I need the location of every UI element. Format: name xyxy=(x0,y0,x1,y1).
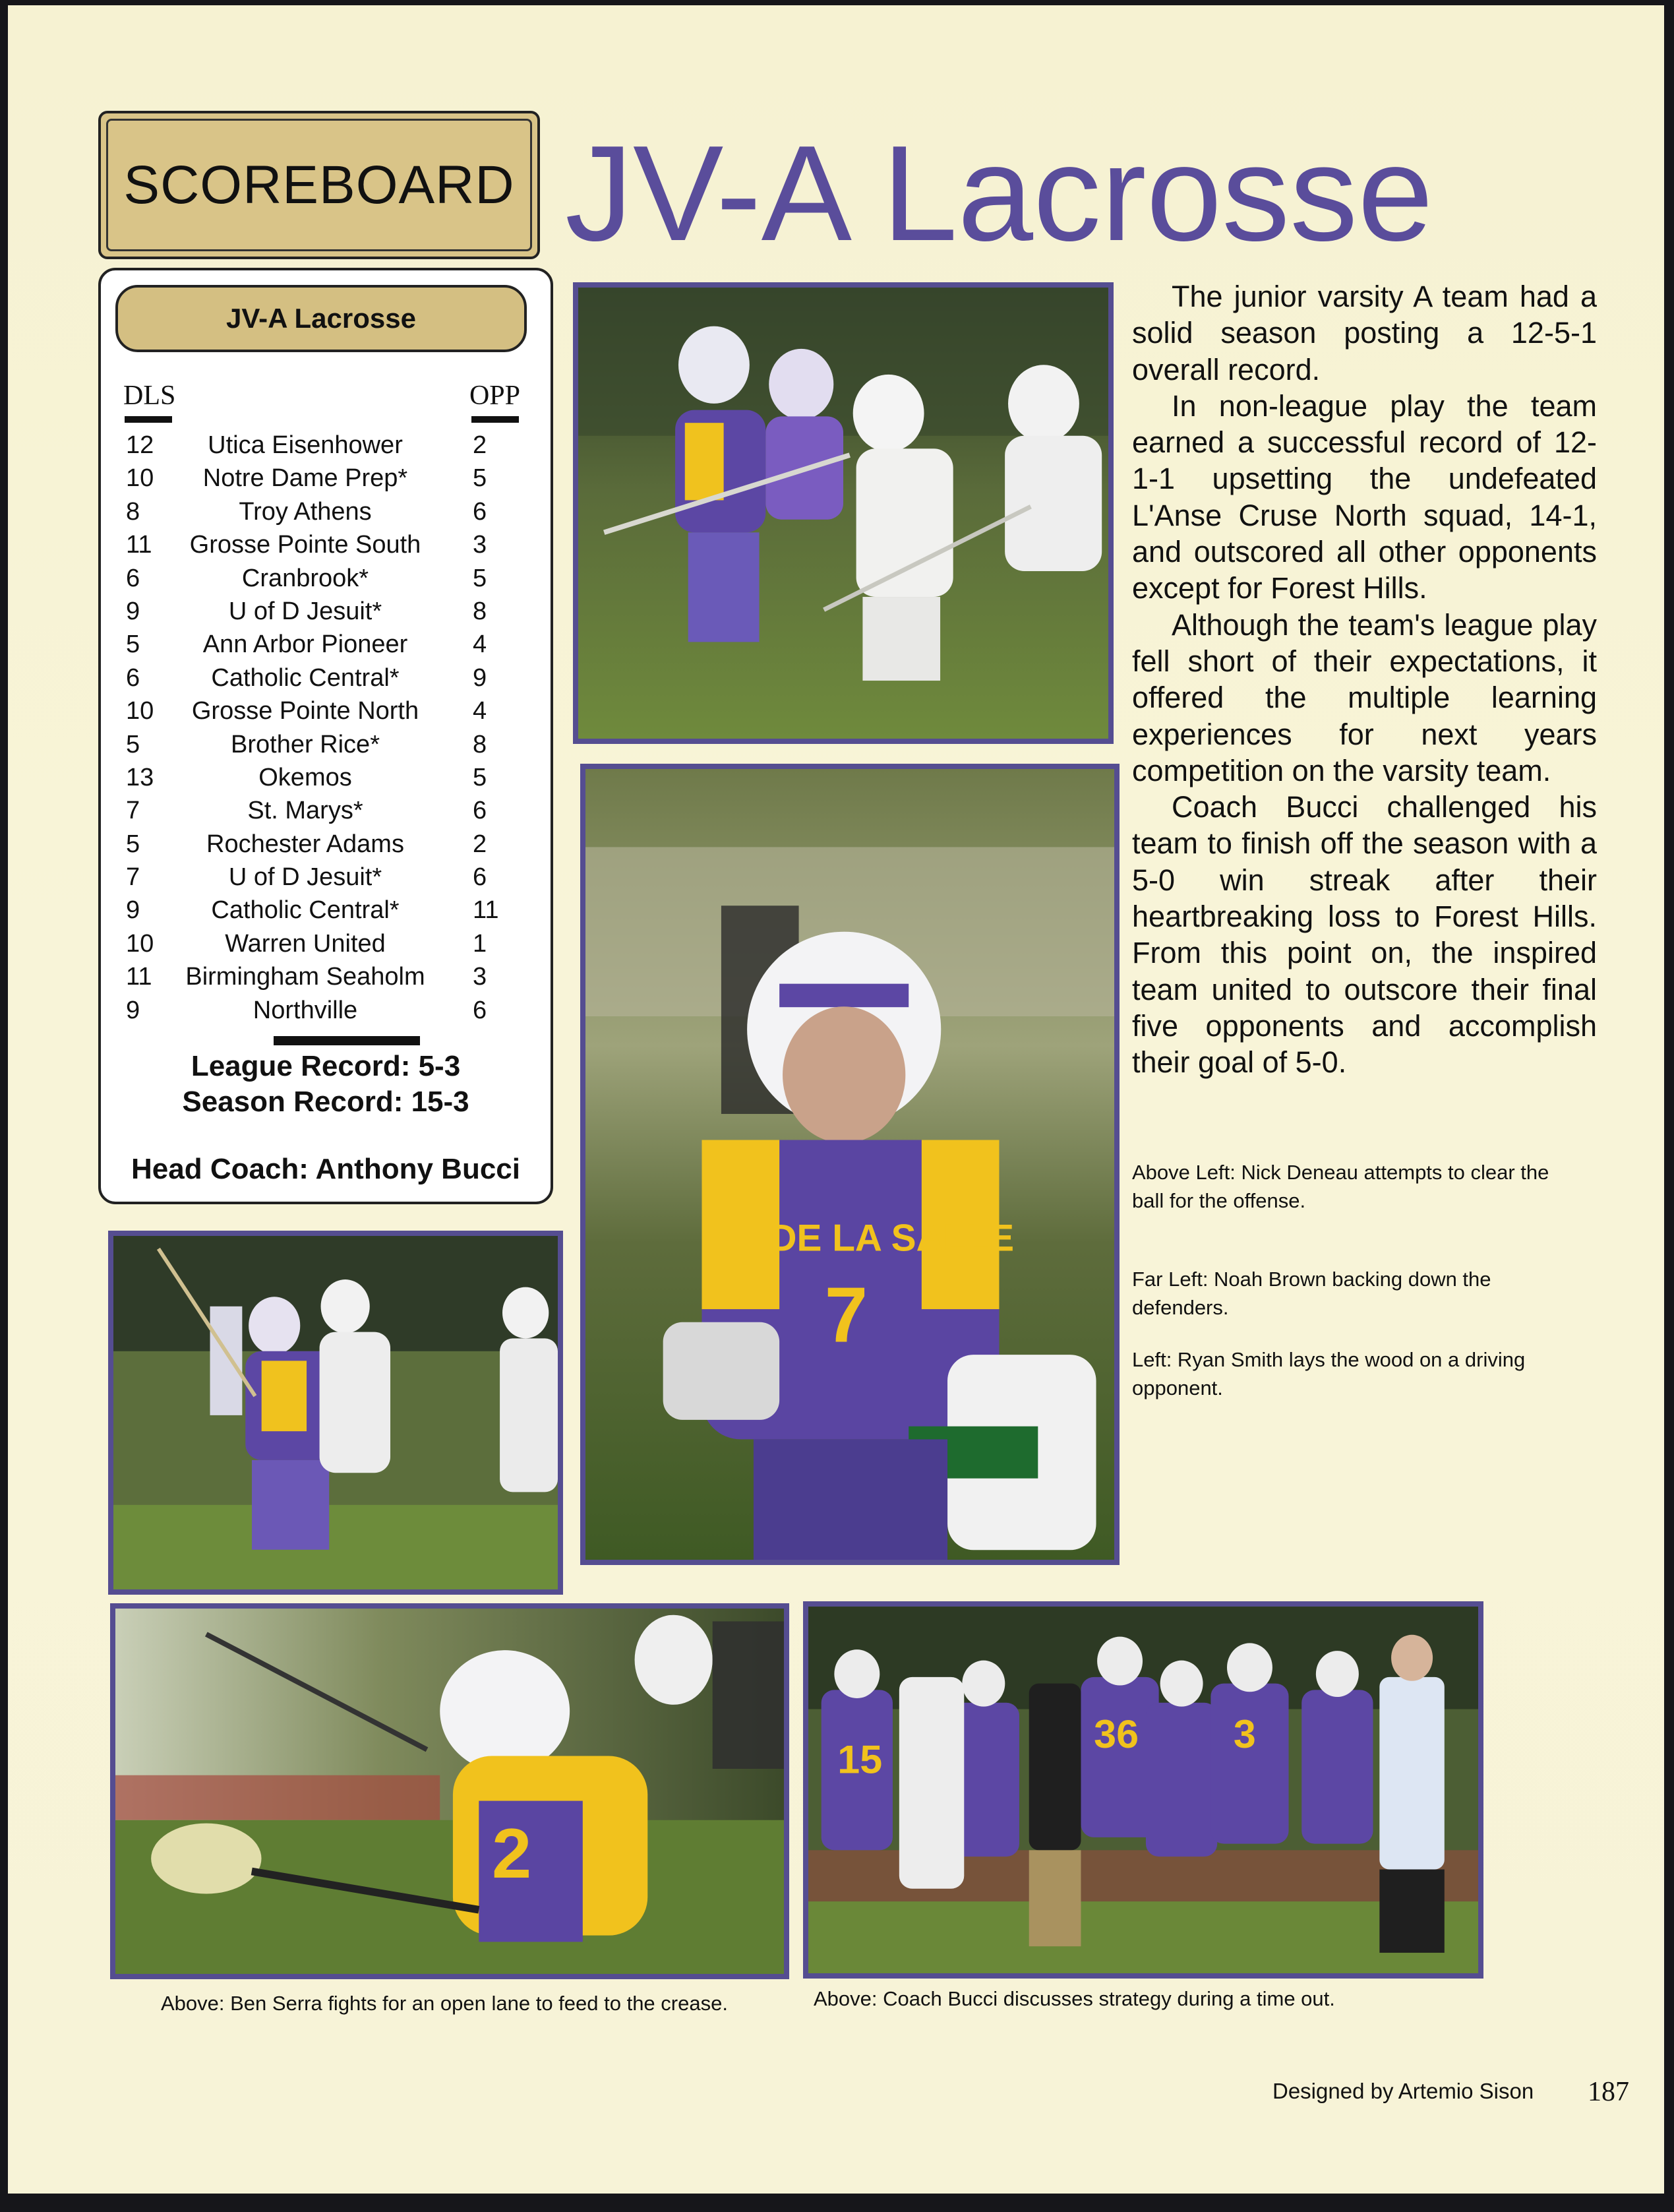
game-row xyxy=(101,562,551,595)
caption-above-left: Above Left: Nick Deneau attempts to clear the ball for the offense. xyxy=(1132,1161,1549,1212)
game-opponent: Catholic Central* xyxy=(211,896,400,925)
game-opponent: U of D Jesuit* xyxy=(228,863,382,892)
game-opp-score: 3 xyxy=(473,963,487,991)
game-opponent: Okemos xyxy=(258,763,352,791)
page-number: 187 xyxy=(1588,2077,1629,2107)
game-dls-score: 11 xyxy=(126,963,152,991)
opp-header-underline xyxy=(471,416,519,423)
photo-ben-serra-open-lane xyxy=(110,1603,789,1979)
scoreboard-box xyxy=(98,268,553,1204)
game-opponent: Birmingham Seaholm xyxy=(185,963,425,991)
season-record: Season Record: 15-3 xyxy=(182,1086,469,1118)
page-title: JV-A Lacrosse xyxy=(565,117,1433,269)
game-opp-score: 5 xyxy=(473,763,487,791)
game-opp-score: 4 xyxy=(473,697,487,725)
game-opponent: Rochester Adams xyxy=(206,830,404,858)
game-opp-score: 6 xyxy=(473,497,487,526)
article-paragraph-1: The junior varsity A team had a solid season posting a 12-5-1 overall record. xyxy=(1132,280,1597,386)
jersey-number-text: 7 xyxy=(824,1272,868,1359)
game-opponent: Warren United xyxy=(225,929,386,958)
game-opp-score: 2 xyxy=(473,830,487,858)
game-row xyxy=(101,761,551,794)
jersey-number-field: 2 xyxy=(491,1814,532,1893)
game-dls-score: 8 xyxy=(126,497,140,526)
game-row xyxy=(101,728,551,761)
game-dls-score: 7 xyxy=(126,863,140,892)
designer-credit: Designed by Artemio Sison xyxy=(1272,2079,1534,2103)
game-dls-score: 9 xyxy=(126,597,140,625)
photo-2-illustration xyxy=(585,769,1114,1560)
photo-4-illustration xyxy=(115,1609,784,1974)
game-row xyxy=(101,960,551,993)
game-opp-score: 11 xyxy=(473,896,499,925)
photo-ryan-smith-defense xyxy=(108,1231,563,1595)
photo-5-illustration xyxy=(808,1607,1478,1973)
opp-column-header: OPP xyxy=(469,381,520,411)
dls-column-header: DLS xyxy=(123,381,176,411)
jersey-team-text: DE LA SALLE xyxy=(769,1217,1015,1260)
game-row xyxy=(101,595,551,628)
game-row xyxy=(101,528,551,561)
huddle-jersey-3: 3 xyxy=(1233,1711,1256,1756)
caption-far-left: Far Left: Noah Brown backing down the defenders. xyxy=(1132,1268,1491,1319)
scoreboard-header-frame xyxy=(106,119,532,251)
game-row xyxy=(101,927,551,960)
head-coach: Head Coach: Anthony Bucci xyxy=(131,1153,520,1185)
game-opponent: Grosse Pointe North xyxy=(191,697,419,725)
game-row xyxy=(101,462,551,495)
scoreboard-team-pill xyxy=(115,285,527,352)
dls-header-underline xyxy=(125,416,172,423)
game-dls-score: 5 xyxy=(126,830,140,858)
game-opponent: Ann Arbor Pioneer xyxy=(202,630,408,659)
photo-1-illustration xyxy=(578,288,1108,739)
game-dls-score: 6 xyxy=(126,564,140,592)
game-row xyxy=(101,429,551,462)
game-opponent: Northville xyxy=(253,996,358,1024)
caption-coach-bucci: Above: Coach Bucci discusses strategy during a time out. xyxy=(814,1987,1335,2010)
game-row xyxy=(101,828,551,861)
caption-left: Left: Ryan Smith lays the wood on a driving opponent. xyxy=(1132,1348,1526,1399)
game-opponent: Troy Athens xyxy=(239,497,372,526)
game-dls-score: 10 xyxy=(126,697,154,725)
game-opp-score: 6 xyxy=(473,996,487,1024)
game-row xyxy=(101,861,551,894)
game-row xyxy=(101,628,551,661)
game-dls-score: 10 xyxy=(126,464,154,493)
game-row xyxy=(101,495,551,528)
scoreboard-label: SCOREBOARD xyxy=(123,154,515,215)
game-opponent: Brother Rice* xyxy=(231,730,380,758)
game-dls-score: 9 xyxy=(126,896,140,925)
game-opponent: Utica Eisenhower xyxy=(208,431,403,459)
game-opp-score: 8 xyxy=(473,597,487,625)
game-dls-score: 5 xyxy=(126,730,140,758)
game-opp-score: 3 xyxy=(473,531,487,559)
game-dls-score: 7 xyxy=(126,797,140,825)
photo-3-illustration xyxy=(113,1236,558,1589)
scoreboard-divider xyxy=(274,1036,420,1045)
photo-coach-bucci-timeout xyxy=(803,1601,1483,1979)
game-row xyxy=(101,994,551,1027)
article-paragraph-2: In non-league play the team earned a successful record of 12-1-1 upsetting the undefeated L'Anse Cruse North squad, 14-1, and outscored all other opponents except for Forest Hills. xyxy=(1132,388,1597,605)
game-opp-score: 5 xyxy=(473,464,487,493)
scoreboard-header xyxy=(98,111,540,259)
article-paragraph-3: Although the team's league play fell short of their expectations, it offered the multiple learning experiences for next years competition on the varsity team. xyxy=(1132,607,1597,787)
game-dls-score: 11 xyxy=(126,531,152,559)
game-opponent: U of D Jesuit* xyxy=(228,597,382,625)
game-opponent: Catholic Central* xyxy=(211,663,400,692)
game-row xyxy=(101,794,551,827)
yearbook-page xyxy=(8,5,1664,2194)
game-opp-score: 5 xyxy=(473,564,487,592)
game-opp-score: 9 xyxy=(473,663,487,692)
game-opponent: St. Marys* xyxy=(247,797,363,825)
article-paragraph-4: Coach Bucci challenged his team to finish off the season with a 5-0 win streak after their heartbreaking loss to Forest Hills. From this point on, the inspired team united to outscore their final five opponents and accomplish their goal of 5-0. xyxy=(1132,790,1597,1080)
game-dls-score: 9 xyxy=(126,996,140,1024)
game-opp-score: 1 xyxy=(473,929,487,958)
game-opp-score: 2 xyxy=(473,431,487,459)
game-opp-score: 6 xyxy=(473,797,487,825)
game-dls-score: 10 xyxy=(126,929,154,958)
league-record: League Record: 5-3 xyxy=(191,1050,461,1082)
game-opp-score: 6 xyxy=(473,863,487,892)
huddle-jersey-36: 36 xyxy=(1094,1711,1139,1756)
game-opponent: Notre Dame Prep* xyxy=(202,464,408,493)
game-dls-score: 13 xyxy=(126,763,154,791)
game-dls-score: 5 xyxy=(126,630,140,659)
game-row xyxy=(101,894,551,927)
game-dls-score: 12 xyxy=(126,431,154,459)
game-row xyxy=(101,694,551,727)
huddle-jersey-15: 15 xyxy=(837,1737,883,1782)
games-list xyxy=(101,429,551,1027)
game-opp-score: 8 xyxy=(473,730,487,758)
game-opp-score: 4 xyxy=(473,630,487,659)
photo-nick-deneau-clearing xyxy=(573,282,1114,744)
game-row xyxy=(101,661,551,694)
photo-noah-brown-backing-down xyxy=(580,764,1120,1565)
article-body xyxy=(1132,278,1597,1081)
game-dls-score: 6 xyxy=(126,663,140,692)
game-opponent: Cranbrook* xyxy=(241,564,369,592)
scoreboard-team-label: JV-A Lacrosse xyxy=(226,303,416,334)
game-opponent: Grosse Pointe South xyxy=(189,531,421,559)
caption-ben-serra: Above: Ben Serra fights for an open lane to feed to the crease. xyxy=(161,1992,728,2015)
